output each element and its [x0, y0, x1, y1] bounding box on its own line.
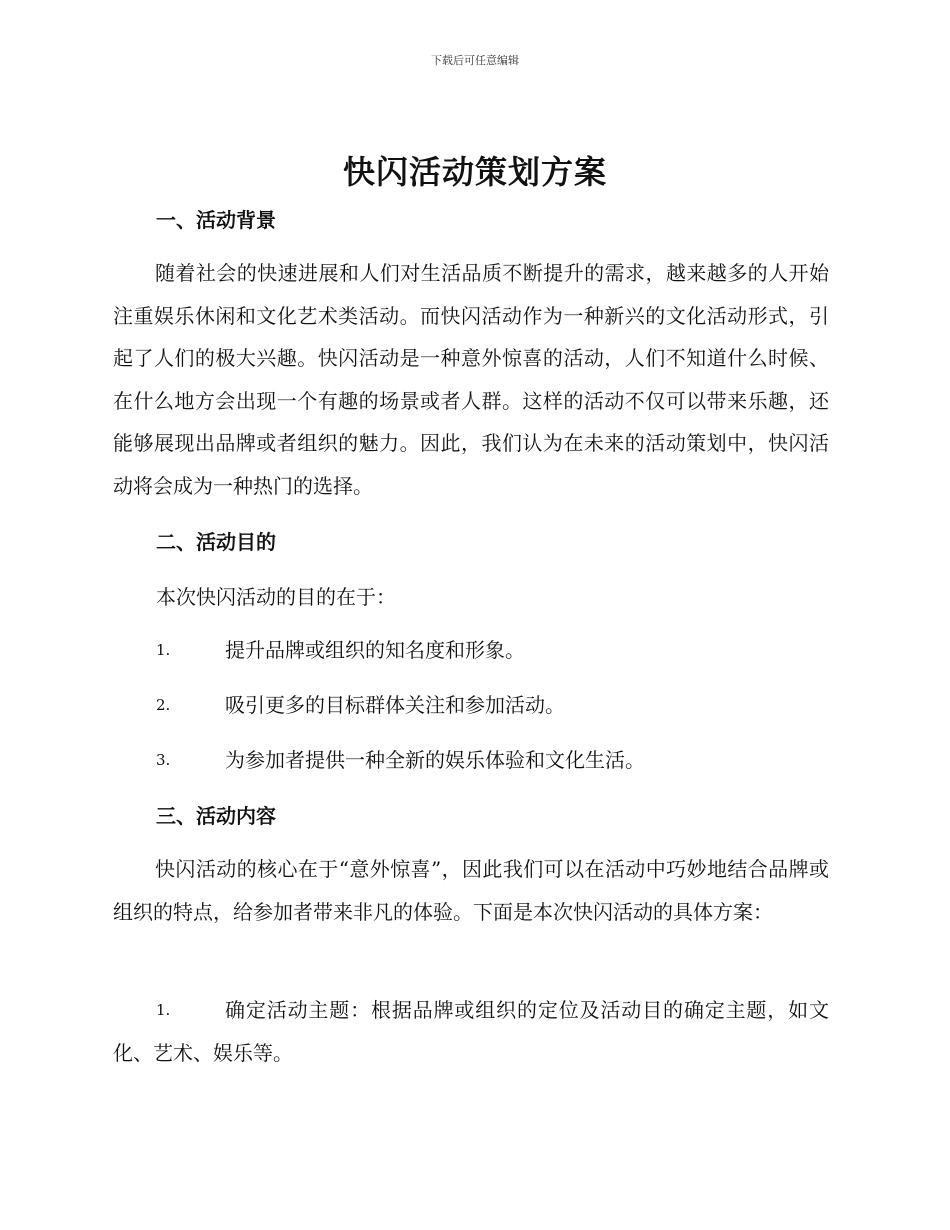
list-item: [113, 989, 829, 1074]
list-text: 为参加者提供一种全新的娱乐体验和文化生活。: [225, 748, 645, 772]
list-number: 2.: [156, 696, 171, 714]
list-number: 3.: [156, 751, 171, 769]
list-text: 确定活动主题：根据品牌或组织的定位及活动目的确定主题，如文化、艺术、娱乐等。: [113, 998, 829, 1065]
list-text: 提升品牌或组织的知名度和形象。: [225, 638, 525, 662]
list-item: [113, 629, 829, 672]
document-title: 快闪活动策划方案: [342, 153, 607, 191]
content-paragraph: 快闪活动的核心在于“意外惊喜”，因此我们可以在活动中巧妙地结合品牌或组织的特点，给参加者带来非凡的体验。下面是本次快闪活动的具体方案：: [113, 857, 829, 924]
section-heading-background: 一、活动背景: [156, 208, 276, 232]
background-paragraph: 随着社会的快速进展和人们对生活品质不断提升的需求，越来越多的人开始注重娱乐休闲和文化艺术类活动。而快闪活动作为一种新兴的文化活动形式，引起了人们的极大兴趣。快闪活动是一种意外惊喜的活动，人们不知道什么时候、在什么地方会出现一个有趣的场景或者人群。这样的活动不仅可以带来乐趣，还能够展现出品牌或者组织的魅力。因此，我们认为在未来的活动策划中，快闪活动将会成为一种热门的选择。: [113, 261, 829, 498]
list-item: [113, 739, 829, 782]
list-number: 1.: [156, 641, 171, 659]
list-text: 吸引更多的目标群体关注和参加活动。: [225, 693, 565, 717]
purpose-intro: 本次快闪活动的目的在于：: [156, 585, 396, 609]
list-number: 1.: [156, 1001, 171, 1019]
page-header-note: 下载后可任意编辑: [431, 54, 519, 67]
list-item: [113, 684, 829, 727]
section-heading-purpose: 二、活动目的: [156, 530, 276, 554]
section-heading-content: 三、活动内容: [156, 804, 276, 828]
